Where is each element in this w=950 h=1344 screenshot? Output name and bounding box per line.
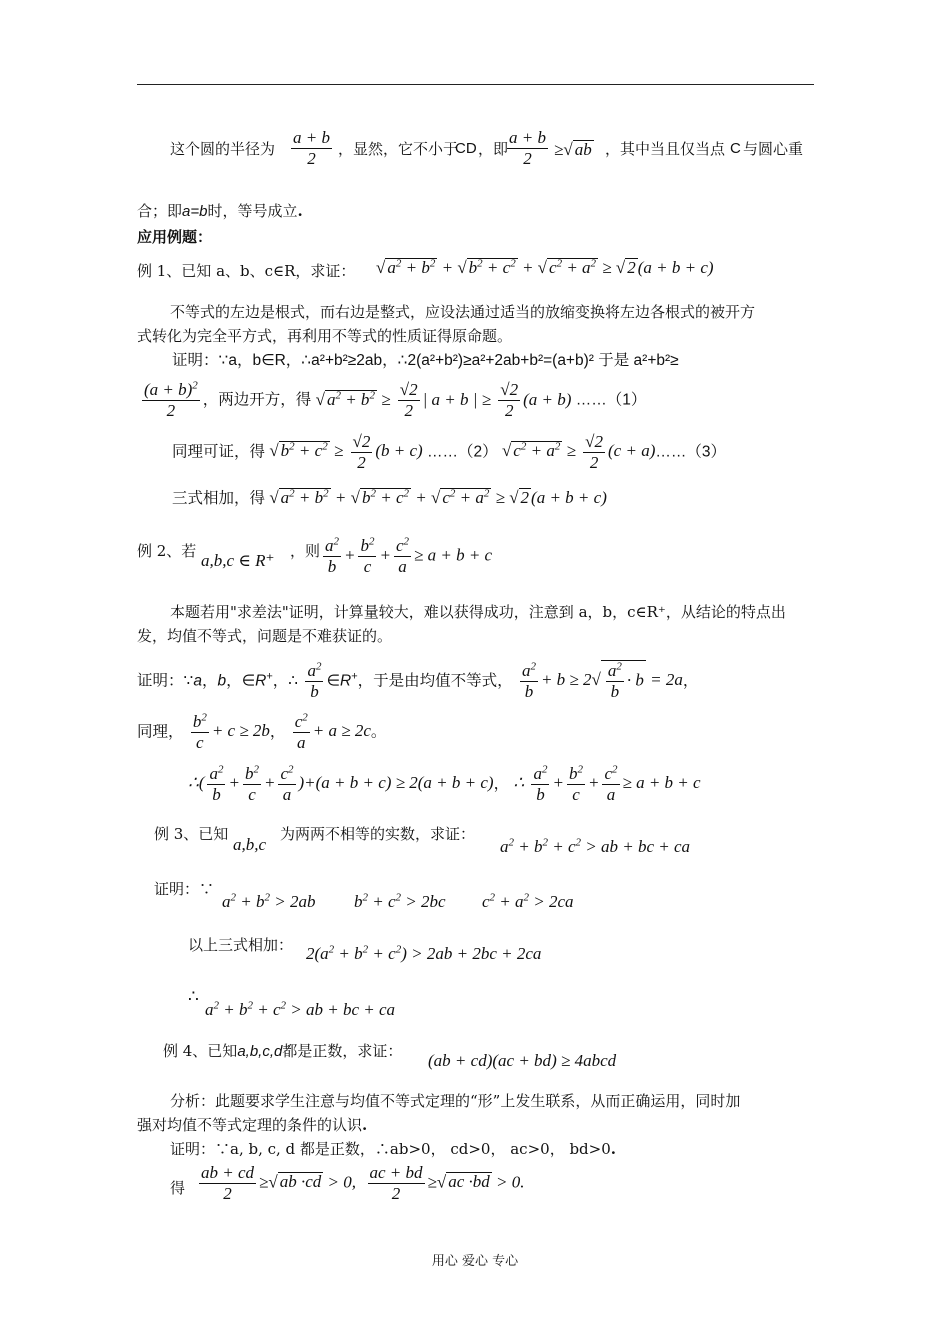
example-1-note-2: 式转化为完全平方式，再利用不等式的性质证得原命题。 — [137, 327, 513, 345]
para-equality — [137, 202, 303, 221]
text: 与圆心重 — [743, 140, 804, 158]
page-footer: 用心 爱心 专心 — [431, 1254, 519, 1269]
text: ，显然，它不小于 — [338, 140, 459, 158]
example-2-proof-3: ∴( $\frac{a^2}{b}$ + $\frac{b^2}{c}$ + $\frac{c^2}{a}$ )+(a + b + c) ≥ 2(a + b + c)， ∴ $\frac{a^2}{b}$ + $\frac{b^2}{c}$ + $\frac{c^2}{a}$ ≥ a + b + c — [188, 763, 701, 804]
example-2-note-2: 发，均值不等式，问题是不难获证的。 — [137, 627, 393, 645]
example-1-proof-1: 证明：∵a，b∈R，∴a²+b²≥2ab，∴2(a²+b²)≥a²+2ab+b²=(a+b)² 于是 a²+b²≥ — [172, 352, 679, 369]
fraction-a-plus-b-over-2: $\frac{a + b}{2}$ — [293, 128, 330, 168]
header-rule — [137, 84, 814, 85]
example-1-label: 例 1、已知 a、b、c∈R，求证： — [137, 262, 356, 280]
example-3-vars: a,b,c — [233, 835, 267, 854]
example-2-proof-2: 同理， $\frac{b^2}{c}$ + c ≥ 2b， $\frac{c^2}{a}$ + a ≥ 2c。 — [137, 711, 387, 752]
example-3-therefore: ∴ — [188, 987, 199, 1007]
text: 都是正数，求证： — [282, 1042, 403, 1060]
text: 时，等号成立 — [207, 202, 298, 220]
text: 合；即 — [137, 202, 183, 220]
example-1-proof-3: 同理可证，得 √ $b^2 + c^2$ ≥ $\frac{√2}{2}$ (b + c) ……（2） √ $c^2 + a^2$ ≥ $\frac{√2}{2}$ (c + a)……（3） — [172, 432, 726, 472]
text: C — [730, 140, 741, 157]
text: ，即 — [478, 140, 509, 158]
fraction-a-plus-b-over-2: $\frac{a + b}{2}$ — [509, 128, 546, 168]
example-4-proof-1 — [170, 1140, 616, 1158]
example-1-note-1: 不等式的左边是根式，而右边是整式，应设法通过适当的放缩变换将左边各根式的被开方 — [170, 303, 756, 321]
text: 这个圆的半径为 — [170, 140, 276, 158]
text: . — [610, 1140, 617, 1158]
example-4-line — [163, 1042, 402, 1061]
example-3-add-label: 以上三式相加： — [188, 936, 294, 954]
example-3-ineq-3: $c^2 + a^2 > 2ca$ — [482, 891, 574, 911]
example-3-proof-label: 证明：∵ — [154, 880, 215, 898]
example-3-label: 例 3、已知 — [154, 825, 229, 843]
text: CD — [455, 140, 477, 157]
text: 得 — [170, 1179, 186, 1197]
example-2-condition: a,b,c ∈ R⁺ — [201, 551, 275, 570]
text: . — [297, 202, 303, 220]
example-1-formula: √ $a^2 + b^2$ + √ $b^2 + c^2$ + √ $c^2 + a^2$ ≥ √ 2 (a + b + c) — [376, 257, 714, 277]
text: 强对均值不等式定理的条件的认识 — [137, 1116, 363, 1134]
text: ，其中当且仅当点 — [605, 140, 726, 158]
example-1-proof-2: $\frac{(a + b)^2}{2}$ ，两边开方，得 √ $a^2 + b^2$ ≥ $\frac{√2}{2}$ | a + b | ≥ $\frac{√2}{2}$ (a + b) ……（1） — [144, 379, 647, 421]
text: 证明：∵a, b, c, d 都是正数，∴ab>0， cd>0， ac>0， bd>0 — [170, 1140, 611, 1158]
heading-apply: 应用例题： — [137, 228, 213, 246]
example-2-formula: $\frac{a^2}{b}$ + $\frac{b^2}{c}$ + $\frac{c^2}{a}$ ≥ a + b + c — [325, 535, 493, 576]
text: . — [362, 1116, 368, 1134]
example-4-analysis-2 — [137, 1116, 367, 1134]
example-4-analysis-1: 分析：此题要求学生注意与均值不等式定理的“形”上发生联系，从而正确运用，同时加 — [170, 1092, 741, 1110]
example-2-then: ，则 — [290, 542, 321, 560]
example-2-label: 例 2、若 — [137, 542, 197, 560]
text: a,b,c,d — [237, 1043, 283, 1060]
example-2-note-1: 本题若用"求差法"证明，计算量较大，难以获得成功，注意到 a，b，c∈R⁺，从结论的特点出 — [170, 603, 786, 621]
example-3-mid: 为两两不相等的实数，求证： — [280, 825, 476, 843]
example-2-proof-1: 证明：∵a，b，∈R+，∴ $\frac{a^2}{b}$ ∈R+，于是由均值不等式， $\frac{a^2}{b}$ + b ≥ 2√ $\frac{a^2}{b}$ · b = 2a， — [137, 660, 699, 701]
example-1-proof-4: 三式相加，得 √ $a^2 + b^2$ + √ $b^2 + c^2$ + √ $c^2 + a^2$ ≥ √ 2 (a + b + c) — [172, 487, 607, 507]
text: a=b — [182, 203, 208, 220]
sqrt-ab: ≥√ ab — [554, 140, 592, 159]
example-3-ineq-1: $a^2 + b^2 > 2ab$ — [222, 891, 316, 911]
text: 例 4、已知 — [163, 1042, 238, 1060]
example-3-result: $a^2 + b^2 + c^2$ > ab + bc + ca — [205, 999, 396, 1019]
example-3-add-formula: $2(a^2 + b^2 + c^2) > 2ab + 2bc + 2ca$ — [306, 943, 542, 963]
example-3-formula: $a^2 + b^2 + c^2$ > ab + bc + ca — [500, 836, 691, 856]
example-3-ineq-2: $b^2 + c^2 > 2bc$ — [354, 891, 446, 911]
example-4-formula: (ab + cd)(ac + bd) ≥ 4abcd — [428, 1051, 617, 1070]
